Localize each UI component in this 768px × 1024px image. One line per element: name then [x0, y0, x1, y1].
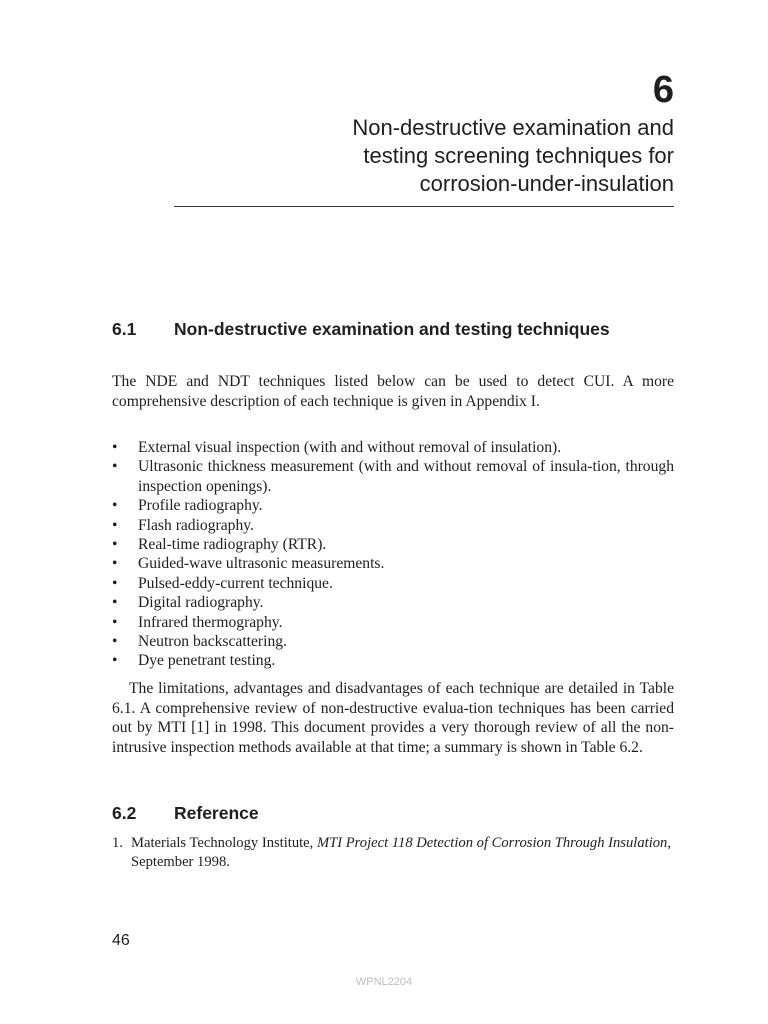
reference-list: [112, 834, 674, 872]
bullet-icon: •: [112, 439, 118, 456]
page-number: 46: [112, 932, 130, 949]
list-item: [112, 457, 674, 496]
list-item: [112, 593, 674, 612]
reference-number: 1.: [112, 835, 123, 851]
intro-text: The NDE and NDT techniques listed below can be used to detect CUI. A more comprehensive description of each technique is given in Appendix I.: [112, 373, 674, 410]
chapter-number: 6: [652, 69, 674, 111]
summary-paragraph: [112, 679, 674, 757]
list-item-text: Guided-wave ultrasonic measurements.: [138, 555, 385, 573]
list-item: [112, 516, 674, 535]
list-item-text: Flash radiography.: [138, 516, 254, 534]
list-item: [112, 554, 674, 573]
bullet-icon: •: [112, 594, 118, 612]
summary-text: The limitations, advantages and disadvantages of each technique are detailed in Table 6.1. A comprehensive review of non-destructive evalua-tion techniques has been carried out by MTI [1] in 1998. This document provides a very thorough review of all the non-intrusive inspection methods available at that time; a summary is shown in Table 6.2.: [112, 680, 674, 756]
section-number: 6.2: [112, 803, 137, 823]
bullet-icon: •: [112, 633, 118, 651]
list-item-text: Neutron backscattering.: [138, 633, 287, 651]
bullet-icon: •: [112, 613, 118, 631]
section-number: 6.1: [112, 319, 137, 339]
list-item-text: Dye penetrant testing.: [138, 652, 276, 670]
reference-date: , September 1998.: [131, 835, 671, 870]
list-item: [112, 535, 674, 554]
list-item-text: Real-time radiography (RTR).: [138, 536, 327, 554]
list-item-text: Profile radiography.: [138, 497, 263, 515]
list-item-text: Digital radiography.: [138, 594, 264, 612]
list-item-text: Ultrasonic thickness measurement (with and without removal of insula-tion, through inspection openings).: [138, 458, 674, 495]
section-title: Non-destructive examination and testing techniques: [174, 319, 610, 339]
chapter-title-line: testing screening techniques for: [363, 143, 674, 168]
list-item: [112, 613, 674, 632]
chapter-title: [254, 114, 674, 198]
list-item: [112, 574, 674, 593]
chapter-rule: [174, 206, 674, 207]
chapter-title-line: Non-destructive examination and: [352, 115, 674, 140]
list-item-text: Pulsed-eddy-current technique.: [138, 574, 333, 592]
section-title: Reference: [174, 803, 259, 823]
list-item-text: Infrared thermography.: [138, 613, 283, 631]
technique-list: [112, 438, 674, 671]
section-heading: [112, 802, 614, 824]
list-item: [112, 438, 674, 457]
bullet-icon: •: [112, 516, 118, 534]
footer-code: WPNL2204: [355, 976, 413, 988]
list-item: [112, 496, 674, 515]
chapter-title-line: corrosion-under-insulation: [419, 171, 674, 196]
list-item-text: External visual inspection (with and without removal of insulation).: [138, 439, 562, 456]
section-heading: [112, 318, 614, 340]
list-item: [112, 651, 674, 670]
intro-paragraph: [112, 372, 674, 411]
bullet-icon: •: [112, 458, 118, 476]
reference-author: Materials Technology Institute,: [131, 835, 317, 851]
reference-title: MTI Project 118 Detection of Corrosion Through Insulation: [316, 835, 668, 851]
bullet-icon: •: [112, 555, 118, 573]
bullet-icon: •: [112, 497, 118, 515]
list-item: [112, 632, 674, 651]
bullet-icon: •: [112, 536, 118, 554]
bullet-icon: •: [112, 652, 118, 670]
reference-item: [112, 834, 674, 872]
bullet-icon: •: [112, 574, 118, 592]
